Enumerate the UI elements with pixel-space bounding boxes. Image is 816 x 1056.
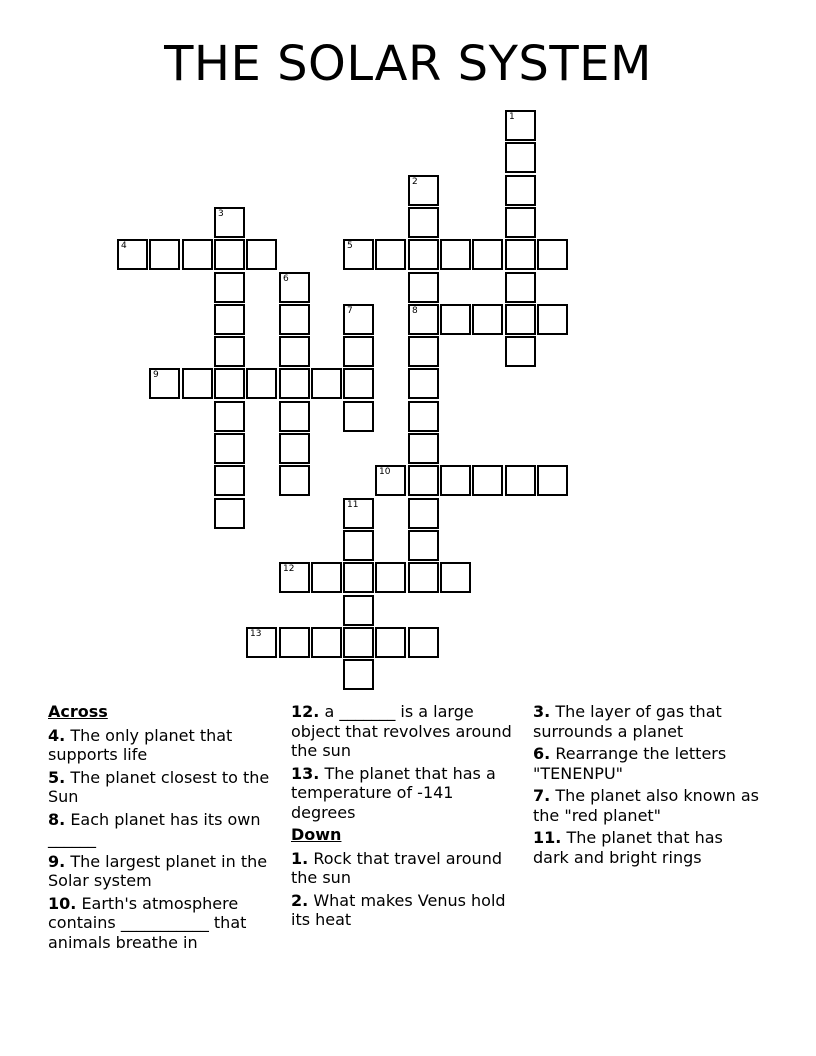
grid-cell[interactable] [440,304,471,335]
clue-across-4: 4. The only planet that supports life [48,725,233,764]
grid-cell[interactable] [214,304,245,335]
grid-cell[interactable] [246,368,277,399]
grid-cell[interactable] [472,239,503,270]
cell-number: 8 [412,306,418,316]
grid-cell[interactable] [408,530,439,561]
cell-number: 11 [347,500,359,510]
across-heading: Across [48,702,108,721]
clue-down-3: 3. The layer of gas that surrounds a planet [533,702,722,741]
grid-cell[interactable] [246,239,277,270]
grid-cell[interactable] [440,562,471,593]
grid-cell[interactable] [408,498,439,529]
cell-number: 5 [347,241,353,251]
grid-cell[interactable] [505,465,536,496]
cell-number: 6 [283,274,289,284]
grid-cell[interactable] [279,627,310,658]
grid-cell[interactable] [311,368,342,399]
grid-cell[interactable] [408,562,439,593]
clue-down-11: 11. The planet that has dark and bright rings [533,828,723,867]
grid-cell[interactable] [408,627,439,658]
grid-cell[interactable] [408,336,439,367]
clue-across-9: 9. The largest planet in the Solar system [48,851,268,890]
grid-cell[interactable] [505,175,536,206]
grid-cell[interactable] [408,207,439,238]
grid-cell[interactable] [375,465,406,496]
grid-cell[interactable] [214,465,245,496]
cell-number: 2 [412,177,418,187]
grid-cell[interactable] [149,239,180,270]
cell-number: 7 [347,306,353,316]
grid-cell[interactable] [343,304,374,335]
grid-cell[interactable] [408,239,439,270]
grid-cell[interactable] [214,433,245,464]
grid-cell[interactable] [279,465,310,496]
cell-number: 13 [250,629,262,639]
grid-cell[interactable] [279,304,310,335]
clue-down-1: 1. Rock that travel around the sun [291,848,502,887]
grid-cell[interactable] [182,368,213,399]
grid-cell[interactable] [408,401,439,432]
clue-column-1 [48,702,276,955]
clue-down-2: 2. What makes Venus hold its heat [291,890,506,929]
grid-cell[interactable] [214,336,245,367]
clue-across-13: 13. The planet that has a temperature of -141 degrees [291,763,496,822]
grid-cell[interactable] [311,562,342,593]
grid-cell[interactable] [182,239,213,270]
cell-number: 12 [283,564,295,574]
puzzle-title: THE SOLAR SYSTEM [164,36,652,92]
cell-number: 10 [379,467,391,477]
grid-cell[interactable] [537,465,568,496]
grid-cell[interactable] [472,304,503,335]
grid-cell[interactable] [214,239,245,270]
grid-cell[interactable] [279,401,310,432]
grid-cell[interactable] [214,401,245,432]
grid-cell[interactable] [408,433,439,464]
grid-cell[interactable] [279,562,310,593]
clue-across-10: 10. Earth's atmosphere contains ___________ that animals breathe in [48,893,247,952]
cell-number: 9 [153,370,159,380]
grid-cell[interactable] [343,336,374,367]
down-heading: Down [291,825,342,844]
grid-cell[interactable] [375,562,406,593]
grid-cell[interactable] [505,207,536,238]
grid-cell[interactable] [343,530,374,561]
grid-cell[interactable] [408,368,439,399]
grid-cell[interactable] [279,336,310,367]
clue-across-12: 12. a _______ is a large object that revolves around the sun [291,702,512,760]
clue-column-2 [291,702,519,933]
grid-cell[interactable] [505,304,536,335]
clue-across-8: 8. Each planet has its own ______ [48,809,261,848]
grid-cell[interactable] [246,627,277,658]
grid-cell[interactable] [214,498,245,529]
grid-cell[interactable] [149,368,180,399]
grid-cell[interactable] [214,207,245,238]
grid-cell[interactable] [343,498,374,529]
clue-across-5: 5. The planet closest to the Sun [48,767,270,806]
grid-cell[interactable] [214,368,245,399]
grid-cell[interactable] [343,562,374,593]
grid-cell[interactable] [343,595,374,626]
grid-cell[interactable] [408,465,439,496]
grid-cell[interactable] [279,368,310,399]
grid-cell[interactable] [311,627,342,658]
clue-column-3 [533,702,761,870]
grid-cell[interactable] [408,272,439,303]
grid-cell[interactable] [343,368,374,399]
grid-cell[interactable] [279,272,310,303]
grid-cell[interactable] [214,272,245,303]
cell-number: 1 [509,112,515,122]
grid-cell[interactable] [343,659,374,690]
grid-cell[interactable] [375,239,406,270]
grid-cell[interactable] [343,401,374,432]
grid-cell[interactable] [279,433,310,464]
grid-cell[interactable] [375,627,406,658]
clue-down-7: 7. The planet also known as the "red planet" [533,786,760,825]
grid-cell[interactable] [537,239,568,270]
grid-cell[interactable] [505,272,536,303]
grid-cell[interactable] [505,110,536,141]
grid-cell[interactable] [440,465,471,496]
cell-number: 3 [218,209,224,219]
grid-cell[interactable] [343,627,374,658]
grid-cell[interactable] [343,239,374,270]
grid-cell[interactable] [440,239,471,270]
grid-cell[interactable] [537,304,568,335]
cell-number: 4 [121,241,127,251]
grid-cell[interactable] [408,175,439,206]
grid-cell[interactable] [505,336,536,367]
clue-down-6: 6. Rearrange the letters "TENENPU" [533,744,727,783]
grid-cell[interactable] [472,465,503,496]
grid-cell[interactable] [505,239,536,270]
grid-cell[interactable] [117,239,148,270]
grid-cell[interactable] [505,142,536,173]
grid-cell[interactable] [408,304,439,335]
